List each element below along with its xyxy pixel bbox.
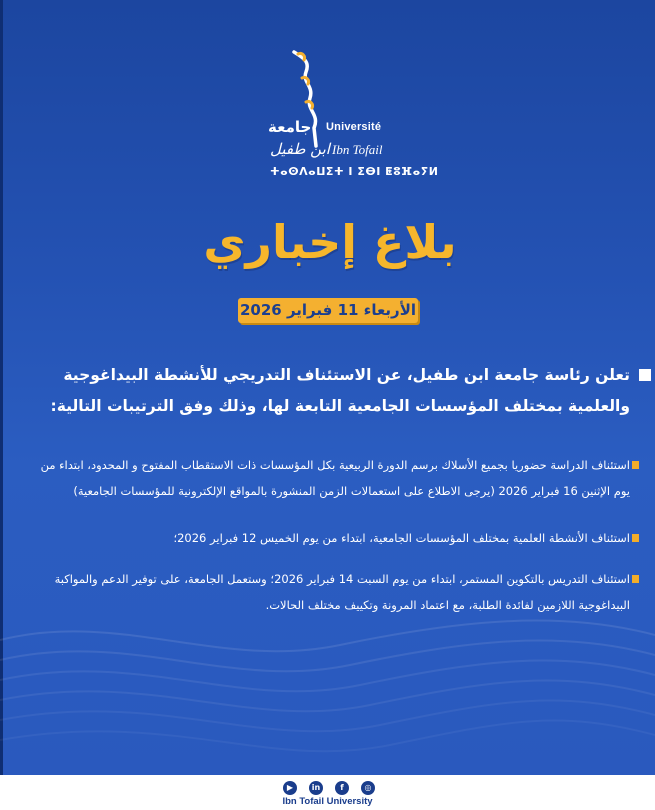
logo-name-fr: Ibn Tofail xyxy=(332,142,383,157)
intro-paragraph: تعلن رئاسة جامعة ابن طفيل، عن الاستئناف التدريجي للأنشطة البيداغوجية والعلمية بمختلف المؤسسات الجامعية التابعة لها، وذلك وفق الترتيبات التالية: xyxy=(50,366,630,415)
logo-name-tifinagh: ⵜⴰⵙⴷⴰⵡⵉⵜ ⵏ ⵉⴱⵏ ⵟⵓⴼⴰⵢⵍ xyxy=(270,165,439,178)
bullet-marker xyxy=(632,534,639,542)
logo-university-ar: جامعة xyxy=(268,118,312,136)
page-title: بلاغ إخباري xyxy=(203,215,457,269)
footer xyxy=(0,775,655,810)
list-item: استئناف التدريس بالتكوين المستمر، ابتداء من يوم السبت 14 فبراير 2026؛ وستعمل الجامعة، على توفير الدعم والمواكبة البيداغوجية اللازمين لفائدة الطلبة، مع اعتماد المرونة وتكييف مختلف الحالات. xyxy=(54,572,630,612)
list-item: استئناف الأنشطة العلمية بمختلف المؤسسات الجامعية، ابتداء من يوم الخميس 12 فبراير 2026؛ xyxy=(173,531,630,545)
footer-university-name: Ibn Tofail University xyxy=(282,796,373,807)
intro-square-marker xyxy=(639,369,651,381)
instagram-icon[interactable]: ◎ xyxy=(361,781,375,795)
logo-university-fr: Université xyxy=(326,121,382,133)
linkedin-icon[interactable]: in xyxy=(309,781,323,795)
bullet-marker xyxy=(632,575,639,583)
list-item: استئناف الدراسة حضوريا بجميع الأسلاك برسم الدورة الربيعية بكل المؤسسات ذات الاستقطاب المفتوح و المحدود، ابتداء من يوم الإثنين 16 فبراير 2026 (يرجى الاطلاع على استعمالات الزمن المنشورة بالمواقع الإلكترونية للمؤسسات الجامعية) xyxy=(40,458,630,498)
youtube-icon[interactable]: ▶ xyxy=(283,781,297,795)
university-logo xyxy=(262,48,439,180)
bullet-marker xyxy=(632,461,639,469)
logo-name-ar: ابن طفيل xyxy=(270,140,330,158)
facebook-icon[interactable]: f xyxy=(335,781,349,795)
decorative-waves xyxy=(0,600,655,775)
date-badge: الأربعاء 11 فبراير 2026 xyxy=(238,298,418,323)
